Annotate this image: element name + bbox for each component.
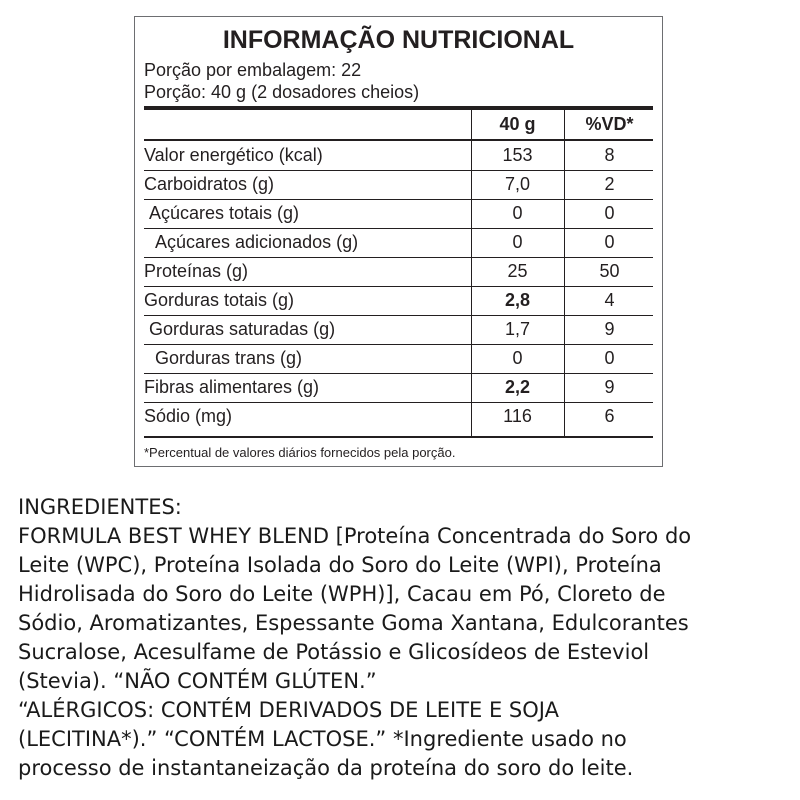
nutrient-qty: 0 xyxy=(512,232,523,252)
nutrient-row-total-fat xyxy=(144,286,653,315)
ingredients-line: Hidrolisada do Soro do Leite (WPH)], Cacau em Pó, Cloreto de xyxy=(18,582,666,606)
nutrient-dv: 50 xyxy=(599,261,620,281)
nutrient-label: Açúcares totais (g) xyxy=(149,203,300,223)
column-header-qty: 40 g xyxy=(499,114,536,134)
ingredients-line: FORMULA BEST WHEY BLEND [Proteína Concentrada do Soro do xyxy=(18,524,692,548)
nutrient-label: Gorduras saturadas (g) xyxy=(149,319,336,339)
nutrient-label: Sódio (mg) xyxy=(144,406,233,426)
column-header-dv: %VD* xyxy=(585,114,634,134)
column-divider-qty xyxy=(471,110,472,438)
ingredients-line: Sucralose, Acesulfame de Potássio e Glicosídeos de Esteviol xyxy=(18,640,650,664)
ingredients-line: Sódio, Aromatizantes, Espessante Goma Xantana, Edulcorantes xyxy=(18,611,689,635)
nutrient-row-added-sugars xyxy=(144,228,653,257)
nutrient-row-carbs xyxy=(144,170,653,199)
nutrient-label: Açúcares adicionados (g) xyxy=(155,232,359,252)
nutrient-label: Proteínas (g) xyxy=(144,261,249,281)
nutrient-qty: 116 xyxy=(503,406,532,426)
nutrient-qty: 0 xyxy=(512,203,523,223)
nutrient-label: Valor energético (kcal) xyxy=(144,145,323,165)
nutrient-dv: 8 xyxy=(604,145,615,165)
nutrient-row-total-sugars xyxy=(144,199,653,228)
servings-per-package: Porção por embalagem: 22 xyxy=(144,60,362,80)
nutrient-qty: 2,8 xyxy=(504,290,531,310)
nutrient-qty: 25 xyxy=(507,261,528,281)
ingredients-line: Leite (WPC), Proteína Isolada do Soro do Leite (WPI), Proteína xyxy=(18,553,662,577)
serving-size: Porção: 40 g (2 dosadores cheios) xyxy=(144,82,420,102)
column-header-row xyxy=(144,110,653,139)
nutrition-title: INFORMAÇÃO NUTRICIONAL xyxy=(222,26,575,54)
nutrient-row-proteins xyxy=(144,257,653,286)
ingredients-line: processo de instantaneização da proteína do soro do leite. xyxy=(18,756,634,780)
nutrient-label: Carboidratos (g) xyxy=(144,174,275,194)
nutrient-qty: 153 xyxy=(502,145,533,165)
footnote: *Percentual de valores diários fornecidos pela porção. xyxy=(144,445,456,460)
lactose-statement: (LECITINA*).” “CONTÉM LACTOSE.” *Ingrediente usado no xyxy=(18,727,627,751)
allergen-statement: “ALÉRGICOS: CONTÉM DERIVADOS DE LEITE E SOJA xyxy=(18,698,559,722)
nutrient-qty: 2,2 xyxy=(504,377,531,397)
nutrition-facts-panel xyxy=(134,16,663,467)
nutrient-row-fiber xyxy=(144,373,653,402)
nutrient-label: Fibras alimentares (g) xyxy=(144,377,320,397)
nutrient-row-saturated-fat xyxy=(144,315,653,344)
gluten-statement: (Stevia). “NÃO CONTÉM GLÚTEN.” xyxy=(18,669,377,693)
nutrient-label: Gorduras totais (g) xyxy=(144,290,295,310)
nutrient-qty: 0 xyxy=(512,348,523,368)
ingredients-heading: INGREDIENTES: xyxy=(18,495,182,519)
ingredients-text xyxy=(18,493,793,783)
nutrient-dv: 9 xyxy=(604,319,615,339)
nutrient-label: Gorduras trans (g) xyxy=(155,348,303,368)
nutrient-dv: 6 xyxy=(604,406,615,426)
nutrient-dv: 9 xyxy=(604,377,615,397)
nutrient-dv: 0 xyxy=(604,348,615,368)
nutrient-row-energy xyxy=(144,141,653,170)
nutrient-dv: 0 xyxy=(604,232,615,252)
nutrient-dv: 2 xyxy=(604,174,615,194)
column-divider-dv xyxy=(564,110,565,438)
nutrient-dv: 0 xyxy=(604,203,615,223)
nutrient-row-sodium xyxy=(144,402,653,431)
table-bottom-rule xyxy=(144,436,653,438)
nutrient-qty: 7,0 xyxy=(504,174,531,194)
nutrient-dv: 4 xyxy=(604,290,615,310)
nutrient-row-trans-fat xyxy=(144,344,653,373)
nutrient-qty: 1,7 xyxy=(504,319,531,339)
